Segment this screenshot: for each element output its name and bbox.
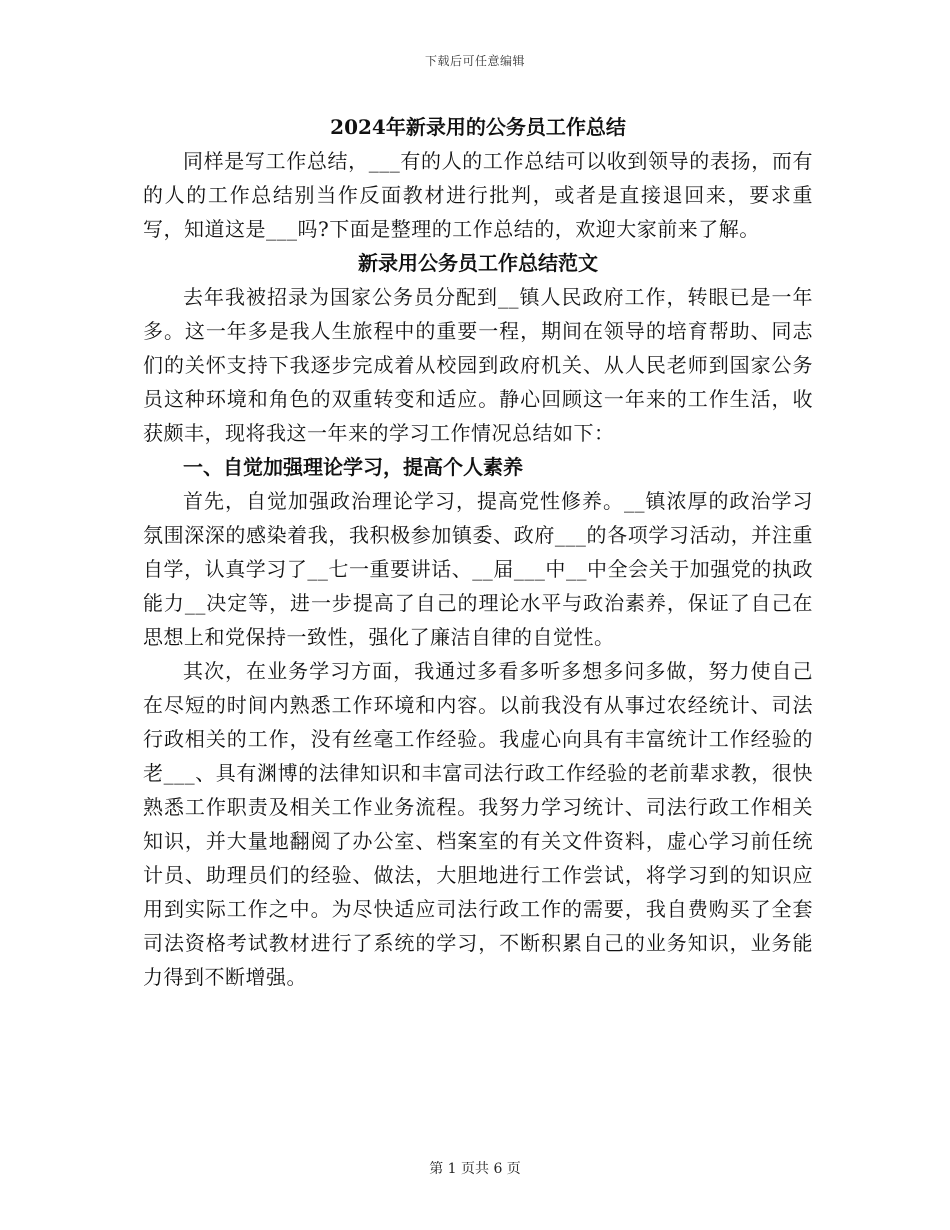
section-title: 新录用公务员工作总结范文 bbox=[358, 251, 598, 275]
document-body bbox=[143, 110, 813, 994]
heading-theory-study: 一、自觉加强理论学习，提高个人素养 bbox=[183, 455, 523, 479]
paragraph-3: 其次，在业务学习方面，我通过多看多听多想多问多做，努力使自己在尽短的时间内熟悉工作环境和内容。以前我没有从事过农经统计、司法行政相关的工作，没有丝毫工作经验。我虚心向具有丰富统计工作经验的老___、具有渊博的法律知识和丰富司法行政工作经验的老前辈求教，很快熟悉工作职责及相关工作业务流程。我努力学习统计、司法行政工作相关知识，并大量地翻阅了办公室、档案室的有关文件资料，虚心学习前任统计员、助理员们的经验、做法，大胆地进行工作尝试，将学习到的知识应用到实际工作之中。为尽快适应司法行政工作的需要，我自费购买了全套司法资格考试教材进行了系统的学习，不断积累自己的业务知识，业务能力得到不断增强。 bbox=[143, 659, 813, 989]
paragraph-2: 首先，自觉加强政治理论学习，提高党性修养。__镇浓厚的政治学习氛围深深的感染着我，我积极参加镇委、政府___的各项学习活动，并注重自学，认真学习了__七一重要讲话、__届___中__中全会关于加强党的执政能力__决定等，进一步提高了自己的理论水平与政治素养，保证了自己在思想上和党保持一致性，强化了廉洁自律的自觉性。 bbox=[143, 489, 813, 649]
paragraph-1: 去年我被招录为国家公务员分配到__镇人民政府工作，转眼已是一年多。这一年多是我人生旅程中的重要一程，期间在领导的培育帮助、同志们的关怀支持下我逐步完成着从校园到政府机关、从人民老师到国家公务员这种环境和角色的双重转变和适应。静心回顾这一年来的工作生活，收获颇丰，现将我这一年来的学习工作情况总结如下： bbox=[143, 285, 813, 445]
header-note: 下载后可任意编辑 bbox=[424, 54, 525, 68]
page-number: 第 1 页共 6 页 bbox=[429, 1161, 521, 1177]
document-title: 2024年新录用的公务员工作总结 bbox=[330, 115, 626, 139]
intro-paragraph: 同样是写工作总结，___有的人的工作总结可以收到领导的表扬，而有的人的工作总结别当作反面教材进行批判，或者是直接退回来，要求重写，知道这是___吗?下面是整理的工作总结的，欢迎大家前来了解。 bbox=[143, 149, 813, 241]
